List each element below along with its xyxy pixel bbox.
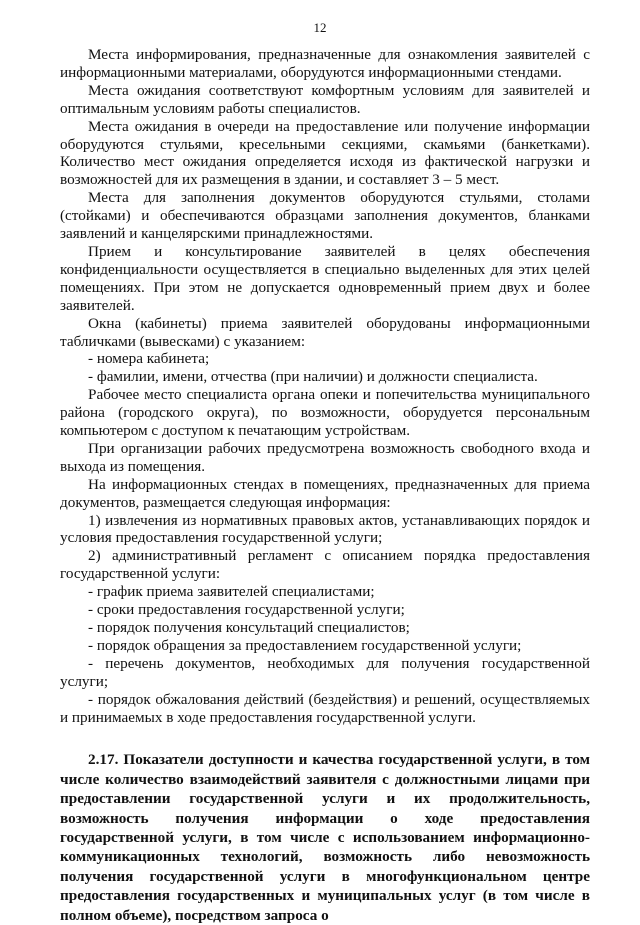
paragraph-free-access: При организации рабочих предусмотрена возможность свободного входа и выхода из помещения. — [60, 439, 590, 475]
list-item: - фамилии, имени, отчества (при наличии) и должности специалиста. — [88, 368, 538, 386]
list-item: - порядок обращения за предоставлением государственной услуги; — [88, 636, 522, 654]
list-item: - перечень документов, необходимых для получения государственной услуги; — [60, 654, 590, 690]
paragraph-windows: Окна (кабинеты) приема заявителей оборудованы информационными табличками (вывесками) с указанием: — [60, 314, 590, 350]
paragraph-info-stands: На информационных стендах в помещениях, предназначенных для приема документов, размещается следующая информация: — [60, 475, 590, 511]
section-heading-2-17: 2.17. Показатели доступности и качества государственной услуги, в том числе количество взаимодействий заявителя с должностными лицами при предоставлении государственной услуги и их продолжительность, возможность получения информации о ходе предоставления государственной услуги, в том числе с использованием информационно-коммуникационных технологий, возможность либо невозможность получения государственной услуги в многофункциональном центре предоставления государственных и муниципальных услуг (в том числе в полном объеме), посредством запроса о — [60, 751, 590, 924]
paragraph-waiting-queue: Места ожидания в очереди на предоставление или получение информации оборудуются стульями, кресельными секциями, скамьями (банкетками). Количество мест ожидания определяется исходя из фактической нагрузки и возможностей для их размещения в здании, и составляет 3 – 5 мест. — [60, 117, 590, 189]
list-item: 1) извлечения из нормативных правовых актов, устанавливающих порядок и условия предоставления государственной услуги; — [60, 511, 590, 547]
page-number: 12 — [313, 20, 327, 35]
list-item: - номера кабинета; — [88, 350, 210, 368]
paragraph-workplace: Рабочее место специалиста органа опеки и попечительства муниципального района (городского округа), по возможности, оборудуется персональным компьютером с доступом к печатающим устройствам. — [60, 386, 590, 440]
list-item: - порядок получения консультаций специалистов; — [88, 619, 410, 636]
paragraph-consultation: Прием и консультирование заявителей в целях обеспечения конфиденциальности осуществляется в специально выделенных для этих целей помещениях. При этом не допускается одновременный прием двух и более заявителей. — [60, 242, 590, 314]
list-item: - порядок обжалования действий (бездействия) и решений, осуществляемых и принимаемых в ходе предоставления государственной услуги. — [60, 690, 590, 726]
paragraph-waiting-places: Места ожидания соответствуют комфортным условиям для заявителей и оптимальным условиям работы специалистов. — [60, 81, 590, 117]
list-item: - сроки предоставления государственной услуги; — [88, 601, 405, 619]
paragraph-info-places: Места информирования, предназначенные для ознакомления заявителей с информационными материалами, оборудуются информационными стендами. — [60, 46, 590, 81]
list-item: 2) административный регламент с описанием порядка предоставления государственной услуги: — [60, 547, 590, 583]
document-page — [60, 46, 590, 925]
paragraph-document-filling: Места для заполнения документов оборудуются стульями, столами (стойками) и обеспечиваются образцами заполнения документов, бланками заявлений и канцелярскими принадлежностями. — [60, 189, 590, 243]
list-item: - график приема заявителей специалистами; — [88, 583, 375, 601]
